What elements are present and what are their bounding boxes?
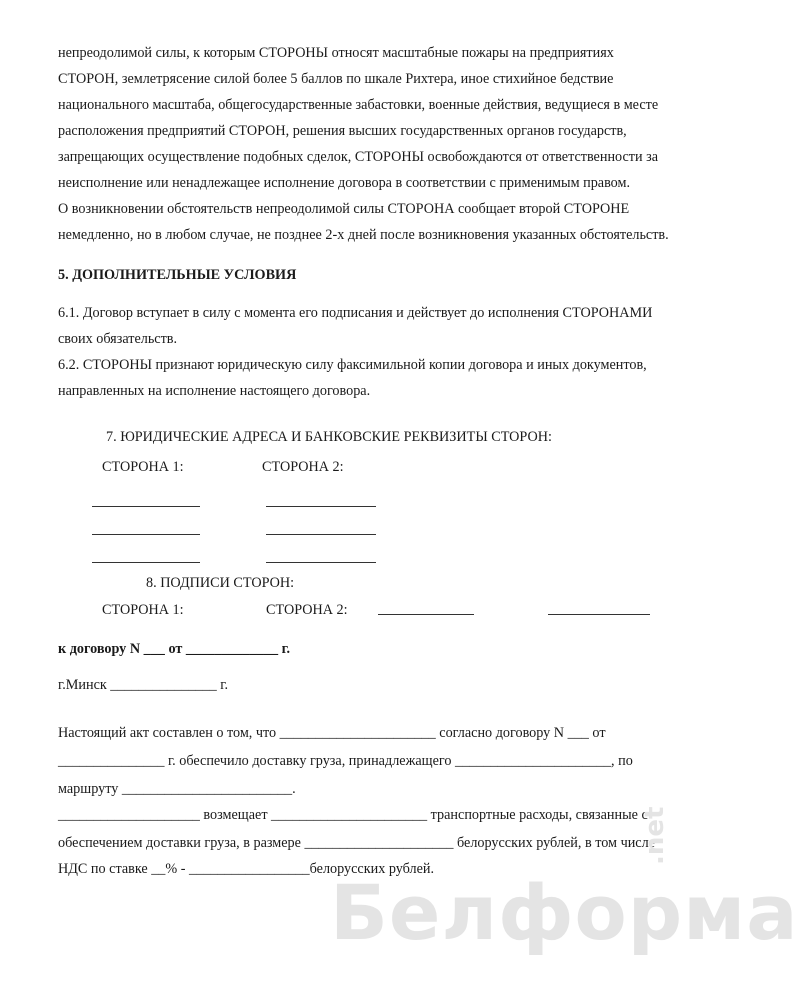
section-5-heading: 5. ДОПОЛНИТЕЛЬНЫЕ УСЛОВИЯ (58, 267, 297, 283)
force-majeure-line-4: расположения предприятий СТОРОН, решения высших государственных органов государств, (58, 123, 627, 139)
section-7-heading: 7. ЮРИДИЧЕСКИЕ АДРЕСА И БАНКОВСКИЕ РЕКВИЗИТЫ СТОРОН: (106, 429, 552, 445)
act-text-line-3: маршруту ________________________. (58, 781, 296, 797)
force-majeure-line-3: национального масштаба, общегосударственные забастовки, военные действия, ведущиеся в месте (58, 97, 659, 113)
party-2-requisites-line-3 (266, 562, 376, 563)
force-majeure-line-1: непреодолимой силы, к которым СТОРОНЫ относят масштабные пожары на предприятиях (58, 45, 614, 61)
clause-6-1-line-1: 6.1. Договор вступает в силу с момента его подписания и действует до исполнения СТОРОНАМИ (58, 305, 653, 321)
party-1-signature-line (378, 614, 474, 615)
force-majeure-line-5: запрещающих осуществление подобных сделок, СТОРОНЫ освобождаются от ответственности за (58, 149, 659, 165)
force-majeure-line-8: немедленно, но в любом случае, не позднее 2-х дней после возникновения указанных обстоятельств. (58, 227, 669, 243)
party-1-requisites-line-3 (92, 562, 200, 563)
requisites-party-2-label: СТОРОНА 2: (262, 459, 344, 475)
watermark-logo: Белформа (330, 868, 799, 957)
clause-6-1-line-2: своих обязательств. (58, 331, 178, 347)
signature-party-2-label: СТОРОНА 2: (266, 602, 348, 618)
watermark-suffix: .net (640, 806, 670, 865)
act-text-line-2: _______________ г. обеспечило доставку груза, принадлежащего ______________________, по (58, 753, 633, 769)
act-text-line-6: НДС по ставке __% - _________________белорусских рублей. (58, 861, 435, 877)
party-1-requisites-line-1 (92, 506, 200, 507)
act-text-line-5: обеспечением доставки груза, в размере _____________________ белорусских рублей, в том числе (58, 835, 655, 851)
force-majeure-line-6: неисполнение или ненадлежащее исполнение договора в соответствии с применимым правом. (58, 175, 631, 191)
party-2-requisites-line-2 (266, 534, 376, 535)
signature-party-1-label: СТОРОНА 1: (102, 602, 184, 618)
party-2-requisites-line-1 (266, 506, 376, 507)
section-8-heading: 8. ПОДПИСИ СТОРОН: (146, 575, 295, 591)
force-majeure-line-2: СТОРОН, землетрясение силой более 5 баллов по шкале Рихтера, иное стихийное бедствие (58, 71, 614, 87)
clause-6-2-line-2: направленных на исполнение настоящего договора. (58, 383, 371, 399)
act-contract-reference: к договору N ___ от _____________ г. (58, 641, 291, 657)
force-majeure-line-7: О возникновении обстоятельств непреодолимой силы СТОРОНА сообщает второй СТОРОНЕ (58, 201, 630, 217)
act-text-line-1: Настоящий акт составлен о том, что ______________________ согласно договору N ___ от (58, 725, 606, 741)
clause-6-2-line-1: 6.2. СТОРОНЫ признают юридическую силу факсимильной копии договора и иных документов, (58, 357, 647, 373)
party-2-signature-line (548, 614, 650, 615)
requisites-party-1-label: СТОРОНА 1: (102, 459, 184, 475)
act-text-line-4: ____________________ возмещает ______________________ транспортные расходы, связанные с (58, 807, 648, 823)
party-1-requisites-line-2 (92, 534, 200, 535)
act-city-date: г.Минск _______________ г. (58, 677, 229, 693)
